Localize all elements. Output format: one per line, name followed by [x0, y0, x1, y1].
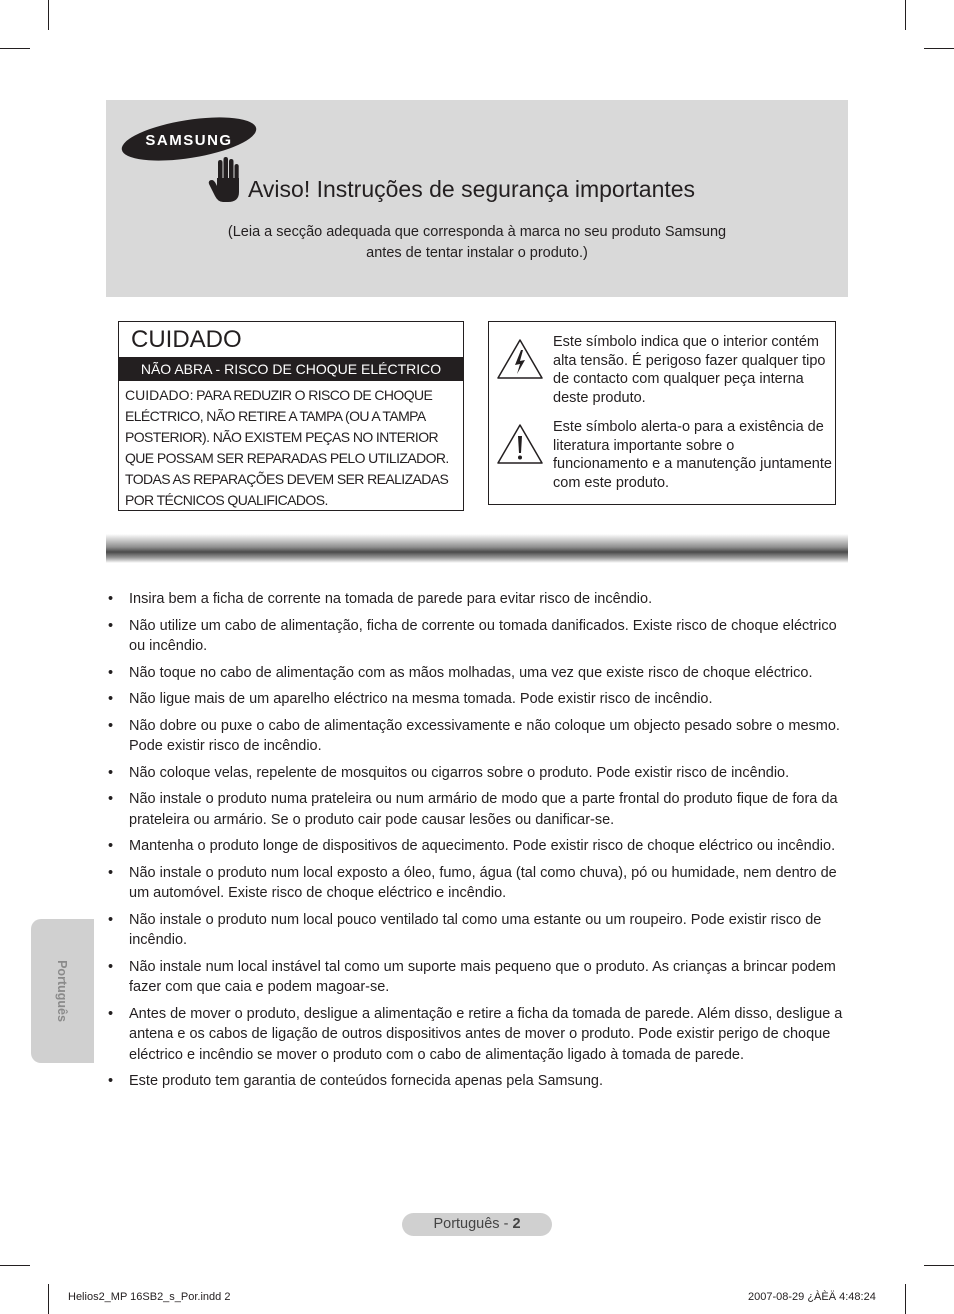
list-item: • Não toque no cabo de alimentação com as mãos molhadas, uma vez que existe risco de choque eléctrico.	[106, 663, 848, 684]
list-item: • Não instale num local instável tal como um suporte mais pequeno que o produto. As crianças a brincar podem fazer com que caia e podem magoar-se.	[106, 957, 848, 998]
title-row	[208, 152, 695, 204]
caution-title: CUIDADO	[131, 326, 242, 353]
print-slug-filename: Helios2_MP 16SB2_s_Por.indd 2	[68, 1291, 231, 1303]
list-item: • Não utilize um cabo de alimentação, ficha de corrente ou tomada danificados. Existe risco de choque eléctrico ou incêndio.	[106, 616, 848, 657]
list-item: • Mantenha o produto longe de dispositivos de aquecimento. Pode existir risco de choque eléctrico ou incêndio.	[106, 836, 848, 857]
svg-text:SAMSUNG: SAMSUNG	[145, 132, 233, 149]
list-item: • Não ligue mais de um aparelho eléctrico na mesma tomada. Pode existir risco de incêndio.	[106, 689, 848, 710]
list-item: • Não instale o produto numa prateleira ou num armário de modo que a parte frontal do produto fique de fora da prateleira ou armário. Se o produto cair pode causar lesões ou danificar-se.	[106, 789, 848, 830]
caution-text	[125, 385, 461, 511]
list-item: • Não instale o produto num local exposto a óleo, fumo, água (tal como chuva), pó ou humidade, nem dentro de um automóvel. Existe risco de choque eléctrico e incêndio.	[106, 863, 848, 904]
section-divider-bar	[106, 534, 848, 563]
high-voltage-text: Este símbolo indica que o interior contém alta tensão. É perigoso fazer qualquer tipo de contacto com qualquer peça interna deste produto.	[553, 334, 826, 406]
crop-mark	[905, 0, 906, 30]
caution-body: : PARA REDUZIR O RISCO DE CHOQUE ELÉCTRICO, NÃO RETIRE A TAMPA (OU A TAMPA POSTERIOR). NÃO EXISTEM PEÇAS NO INTERIOR QUE POSSAM SER REPARADAS PELO UTILIZADOR. TODAS AS REPARAÇÕES DEVEM SER REALIZADAS POR TÉCNICOS QUALIFICADOS.	[125, 387, 449, 508]
crop-mark	[0, 1265, 30, 1266]
crop-mark	[924, 48, 954, 49]
caution-band: NÃO ABRA - RISCO DE CHOQUE ELÉCTRICO	[119, 357, 463, 381]
list-item: • Não coloque velas, repelente de mosquitos ou cigarros sobre o produto. Pode existir risco de incêndio.	[106, 763, 848, 784]
safety-list	[106, 589, 848, 1098]
list-item: • Não instale o produto num local pouco ventilado tal como uma estante ou um roupeiro. Pode existir risco de incêndio.	[106, 910, 848, 951]
list-item: • Antes de mover o produto, desligue a alimentação e retire a ficha da tomada de parede. Além disso, desligue a antena e os cabos de ligação de outros dispositivos antes de mover o produto. Pode existir perigo de choque eléctrico e incêndio se mover o produto com o cabo de alimentação ligado à tomada de parede.	[106, 1004, 848, 1066]
side-tab-label: Português	[55, 960, 69, 1022]
footer-language: Português -	[433, 1216, 513, 1232]
page-title: Aviso! Instruções de segurança importantes	[248, 176, 696, 202]
page-number-pill	[402, 1213, 552, 1236]
crop-mark	[905, 1284, 906, 1314]
subtitle-line: (Leia a secção adequada que corresponda à marca no seu produto Samsung	[227, 224, 727, 240]
exclamation-warning-icon	[496, 423, 544, 465]
page-number: 2	[512, 1216, 521, 1232]
crop-mark	[48, 0, 49, 30]
safety-header-panel	[106, 100, 848, 297]
header-subtitle	[106, 222, 848, 264]
literature-warning-text: Este símbolo alerta-o para a existência de literatura importante sobre o funcionamento e a manutenção juntamente com este produto.	[553, 419, 832, 491]
list-item: • Não dobre ou puxe o cabo de alimentação excessivamente e não coloque um objecto pesado sobre o mesmo. Pode existir risco de incêndio.	[106, 716, 848, 757]
crop-mark	[48, 1284, 49, 1314]
list-item: • Este produto tem garantia de conteúdos fornecida apenas pela Samsung.	[106, 1071, 848, 1092]
hand-stop-icon	[208, 156, 242, 204]
list-item: • Insira bem a ficha de corrente na tomada de parede para evitar risco de incêndio.	[106, 589, 848, 610]
subtitle-line: antes de tentar instalar o produto.)	[366, 245, 588, 261]
crop-mark	[924, 1265, 954, 1266]
print-slug-timestamp: 2007-08-29 ¿ÀÈÄ 4:48:24	[748, 1291, 876, 1303]
high-voltage-icon	[496, 338, 544, 380]
crop-mark	[0, 48, 30, 49]
caution-label: CUIDADO	[125, 387, 190, 403]
